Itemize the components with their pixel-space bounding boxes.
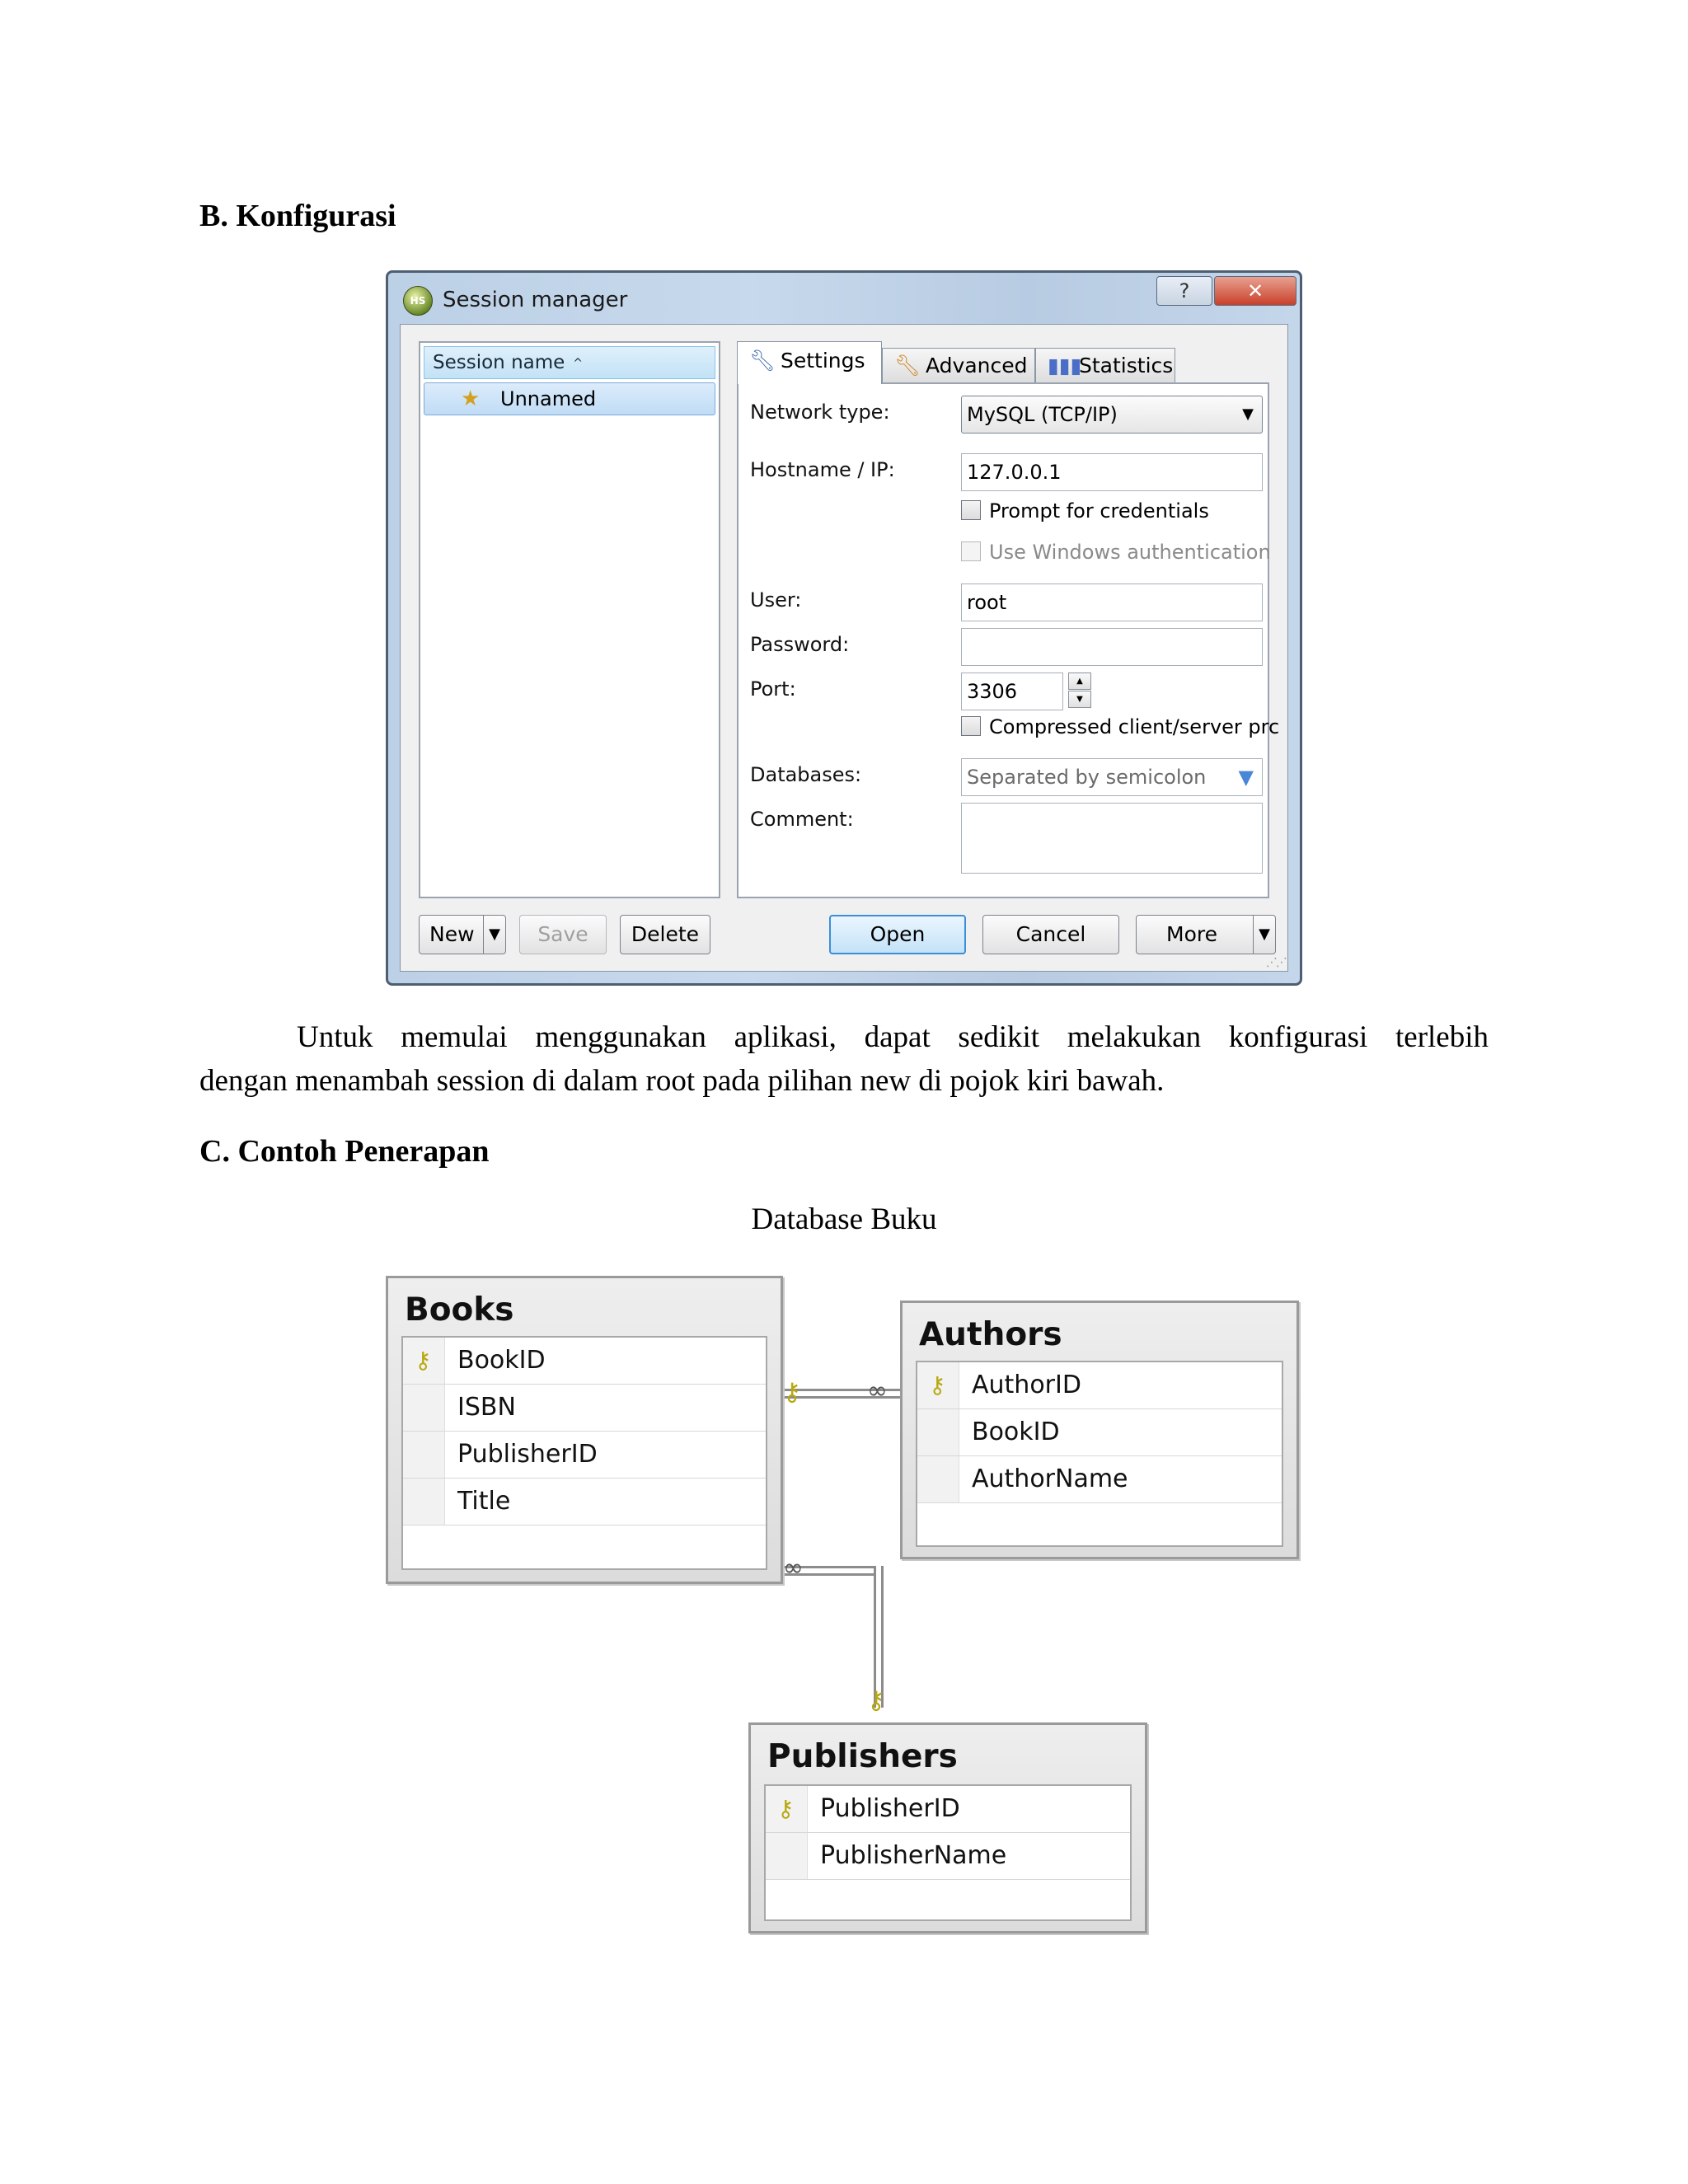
- more-button[interactable]: [1136, 915, 1276, 954]
- erd-column-name: ISBN: [457, 1393, 516, 1422]
- session-star-icon: ★: [461, 387, 481, 411]
- sort-ascending-icon: ^: [573, 356, 584, 370]
- erd-column-row: [403, 1385, 766, 1432]
- erd-table-title: Books: [405, 1291, 514, 1329]
- user-input[interactable]: root: [961, 583, 1263, 621]
- relationship-key-icon: ⚷: [783, 1378, 801, 1407]
- erd-column-row: [403, 1479, 766, 1526]
- erd-table-books: [386, 1276, 783, 1584]
- close-button[interactable]: ✕: [1214, 276, 1296, 306]
- section-heading-contoh-penerapan: C. Contoh Penerapan: [199, 1134, 490, 1169]
- tab-advanced-label: Advanced: [926, 354, 1028, 377]
- more-button-label: More: [1166, 922, 1217, 946]
- tab-statistics-label: Statistics: [1079, 354, 1174, 377]
- erd-column-name: BookID: [457, 1346, 546, 1375]
- erd-column-row: [917, 1362, 1282, 1409]
- paragraph-line-2: dengan menambah session di dalam root pada pilihan new di pojok kiri bawah.: [199, 1064, 1165, 1098]
- comment-textarea[interactable]: [961, 803, 1263, 874]
- spin-up-icon[interactable]: ▲: [1068, 673, 1091, 690]
- heidisql-app-icon: HS: [403, 286, 433, 316]
- resize-grip-icon[interactable]: ⋰⋰: [1266, 956, 1286, 969]
- port-input[interactable]: 3306: [961, 673, 1063, 710]
- erd-column-name: AuthorID: [972, 1371, 1081, 1399]
- windows-auth-checkbox: [961, 541, 1271, 564]
- wrench-icon: 🔧︎: [894, 354, 921, 377]
- session-manager-window: [386, 270, 1302, 986]
- network-type-select[interactable]: [961, 396, 1263, 434]
- session-item-label: Unnamed: [500, 387, 597, 410]
- save-button: Save: [519, 915, 607, 954]
- erd-column-name: BookID: [972, 1418, 1060, 1446]
- erd-column-grid: [401, 1336, 767, 1570]
- comment-label: Comment:: [750, 808, 854, 831]
- bar-chart-icon: ▮▮▮: [1048, 354, 1082, 377]
- compressed-protocol-label: Compressed client/server prc: [989, 715, 1280, 738]
- paragraph-line-1: Untuk memulai menggunakan aplikasi, dapat sedikit melakukan konfigurasi terlebih: [297, 1020, 1489, 1054]
- tab-statistics[interactable]: [1035, 348, 1175, 384]
- erd-column-name: PublisherName: [820, 1841, 1007, 1870]
- checkbox-icon: [961, 541, 981, 561]
- dialog-client-area: [400, 324, 1288, 972]
- databases-label: Databases:: [750, 763, 862, 786]
- cancel-button[interactable]: Cancel: [982, 915, 1119, 954]
- session-name-header-label: Session name: [433, 352, 565, 373]
- erd-table-authors: [900, 1301, 1299, 1559]
- checkbox-icon: [961, 716, 981, 736]
- erd-table-title: Publishers: [767, 1738, 958, 1775]
- relationship-key-icon: ⚷: [867, 1686, 885, 1715]
- dropdown-triangle-icon[interactable]: ▼: [1238, 766, 1254, 789]
- window-title: Session manager: [443, 288, 628, 312]
- primary-key-icon: ⚷: [929, 1371, 946, 1399]
- hostname-input[interactable]: 127.0.0.1: [961, 453, 1263, 491]
- erd-column-row: [917, 1409, 1282, 1456]
- port-label: Port:: [750, 677, 796, 701]
- erd-column-row: [766, 1786, 1130, 1833]
- windows-auth-label: Use Windows authentication: [989, 541, 1271, 564]
- erd-column-name: AuthorName: [972, 1465, 1128, 1493]
- erd-column-row: [917, 1456, 1282, 1503]
- relationship-many-icon: ∞: [783, 1554, 804, 1582]
- relationship-many-icon: ∞: [867, 1376, 888, 1405]
- diagram-caption: Database Buku: [751, 1202, 937, 1236]
- primary-key-icon: ⚷: [415, 1347, 432, 1374]
- compressed-protocol-checkbox[interactable]: [961, 715, 1279, 738]
- new-button[interactable]: [419, 915, 506, 954]
- erd-column-name: Title: [457, 1487, 511, 1516]
- erd-column-grid: [764, 1784, 1132, 1921]
- prompt-credentials-label: Prompt for credentials: [989, 499, 1209, 523]
- section-heading-konfigurasi: B. Konfigurasi: [199, 199, 396, 233]
- tab-settings[interactable]: [737, 341, 882, 384]
- erd-table-title: Authors: [919, 1316, 1062, 1353]
- erd-table-publishers: [748, 1722, 1147, 1933]
- erd-column-name: PublisherID: [820, 1794, 960, 1823]
- settings-panel: [737, 382, 1280, 898]
- delete-button[interactable]: Delete: [620, 915, 710, 954]
- erd-column-grid: [916, 1361, 1283, 1547]
- tab-settings-label: Settings: [781, 349, 865, 373]
- tab-advanced[interactable]: [882, 348, 1035, 384]
- databases-placeholder: Separated by semicolon: [967, 766, 1207, 789]
- wrench-icon: 🔧︎: [749, 349, 776, 373]
- prompt-credentials-checkbox[interactable]: [961, 499, 1209, 523]
- erd-column-row: [403, 1338, 766, 1385]
- user-label: User:: [750, 588, 802, 612]
- session-list[interactable]: [419, 341, 720, 898]
- erd-column-name: PublisherID: [457, 1440, 598, 1469]
- databases-input[interactable]: [961, 758, 1263, 796]
- dropdown-arrow-icon: ▼: [1242, 405, 1254, 423]
- open-button[interactable]: Open: [829, 915, 966, 954]
- erd-column-row: [766, 1833, 1130, 1880]
- new-dropdown-arrow-icon[interactable]: ▼: [483, 916, 505, 954]
- erd-column-row: [403, 1432, 766, 1479]
- spin-down-icon[interactable]: ▼: [1068, 691, 1091, 708]
- checkbox-icon: [961, 500, 981, 520]
- session-name-column-header[interactable]: [424, 346, 715, 379]
- port-spinner[interactable]: [1068, 673, 1091, 709]
- window-titlebar[interactable]: [388, 273, 1300, 324]
- password-label: Password:: [750, 633, 850, 656]
- session-item-unnamed[interactable]: [424, 382, 715, 415]
- network-type-label: Network type:: [750, 401, 890, 424]
- password-input[interactable]: [961, 628, 1263, 666]
- body-paragraph: [199, 1015, 1489, 1103]
- primary-key-icon: ⚷: [777, 1795, 795, 1822]
- more-dropdown-arrow-icon[interactable]: ▼: [1253, 916, 1275, 954]
- new-button-label: New: [429, 922, 475, 946]
- network-type-value: MySQL (TCP/IP): [967, 403, 1118, 426]
- hostname-label: Hostname / IP:: [750, 458, 895, 481]
- help-button[interactable]: ?: [1156, 276, 1212, 306]
